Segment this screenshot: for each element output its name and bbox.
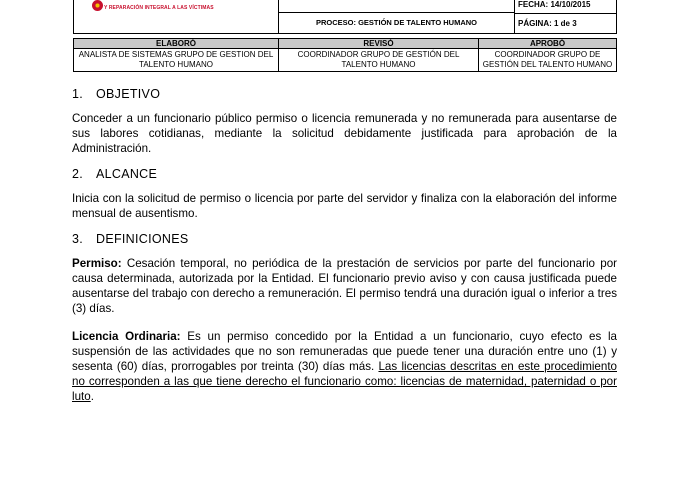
definition-term: Permiso:: [72, 257, 122, 270]
section-text: Conceder a un funcionario público permiso o licencia remunerada y no remunerada para ausentarse de sus labores cotidianas, mediante la solicitud debidamente justificada para aprobación de la Administración.: [72, 112, 617, 155]
meta-cell: [515, 0, 617, 34]
value-reviso: COORDINADOR GRUPO DE GESTIÓN DEL TALENTO HUMANO: [279, 49, 479, 72]
definition-permiso: Permiso: Cesación temporal, no periódica de la prestación de servicios por parte del funcionario por causa determinada, autorizada por la Entidad. El funcionario previo aviso y con causa justificada puede ausentarse del trabajo con derecho a remuneración. El permiso tendrá una duración igual o inferior a tres (3) días.: [72, 257, 617, 315]
document-header-table: [73, 0, 617, 34]
section-heading: 3. DEFINICIONES: [72, 232, 189, 246]
process-name: PROCESO: GESTIÓN DE TALENTO HUMANO: [316, 17, 477, 27]
section-alcance: [72, 167, 617, 221]
section-definiciones: [72, 232, 617, 404]
logo-cell: [74, 0, 279, 34]
logo-text: Y REPARACIÓN INTEGRAL A LAS VÍCTIMAS: [104, 5, 214, 11]
underlined-note: Las licencias descritas en este procedimiento no corresponden a las que tiene derecho el funcionario como: licencias de maternidad, paternidad o por luto: [72, 360, 617, 403]
signature-table: [73, 38, 617, 72]
section-objetivo: [72, 87, 617, 156]
entity-logo-icon: [92, 0, 103, 11]
process-cell: [279, 0, 515, 34]
section-text: Inicia con la solicitud de permiso o licencia por parte del servidor y finaliza con la elaboración del informe mensual de ausentismo.: [72, 192, 617, 220]
page-number: PÁGINA: 1 de 3: [518, 19, 577, 28]
header-reviso: REVISÓ: [279, 39, 479, 49]
document-date: FECHA: 14/10/2015: [515, 0, 616, 14]
section-heading: 2. ALCANCE: [72, 167, 158, 181]
value-elaboro: ANALISTA DE SISTEMAS GRUPO DE GESTION DEL TALENTO HUMANO: [74, 49, 279, 72]
header-aprobo: APROBÓ: [479, 39, 617, 49]
section-heading: 1. OBJETIVO: [72, 87, 161, 101]
document-body: [72, 87, 617, 415]
definition-term: Licencia Ordinaria:: [72, 330, 181, 343]
header-elaboro: ELABORÓ: [74, 39, 279, 49]
value-aprobo: COORDINADOR GRUPO DE GESTIÓN DEL TALENTO HUMANO: [479, 49, 617, 72]
definition-licencia: Licencia Ordinaria: Es un permiso concedido por la Entidad a un funcionario, cuyo efecto es la suspensión de las actividades que no son remuneradas que puede tener una duración entre uno (1) y sesenta (60) días, prorrogables por treinta (30) días más. Las licencias descritas en este procedimiento no corresponden a las que tiene derecho el funcionario como: licencias de maternidad, paternidad o por luto.: [72, 330, 618, 403]
